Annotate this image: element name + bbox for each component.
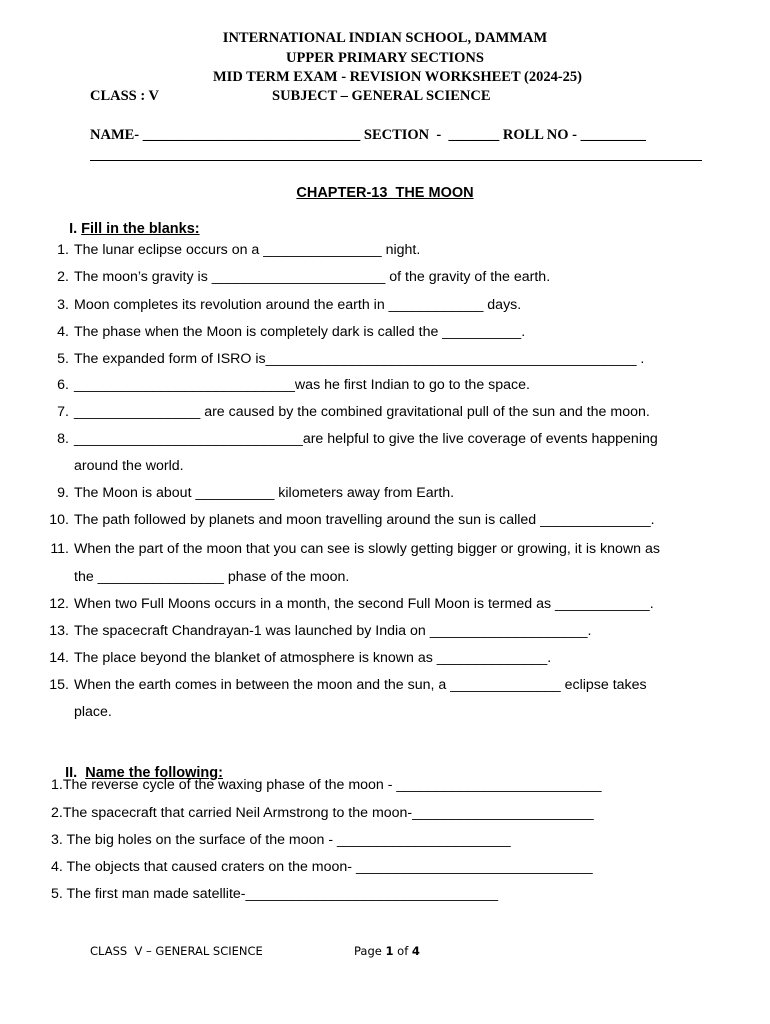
divider: [90, 160, 702, 161]
class-label: CLASS : V: [90, 88, 160, 104]
subject-label: SUBJECT – GENERAL SCIENCE: [272, 88, 491, 104]
question-text: ____________________________was he first Indian to go to the space.: [74, 377, 530, 393]
page-prefix: Page: [354, 944, 386, 958]
student-info-line: NAME- ______________________________ SECTION - _______ ROLL NO - _________: [90, 127, 646, 143]
part1-title: Fill in the blanks:: [81, 221, 200, 237]
question-number: 4.: [57, 324, 69, 340]
question-number: 9.: [57, 485, 69, 501]
name-question: 5. The first man made satellite-________________________________: [51, 886, 498, 902]
question-text: ________________ are caused by the combined gravitational pull of the sun and the moon.: [74, 404, 650, 420]
question-number: 2.: [57, 269, 69, 285]
footer-class: CLASS V – GENERAL SCIENCE: [90, 944, 263, 958]
question-number: 6.: [57, 377, 69, 393]
question-text: Moon completes its revolution around the earth in ____________ days.: [74, 297, 522, 313]
question-text: The phase when the Moon is completely dark is called the __________.: [74, 324, 526, 340]
question-number: 15.: [49, 677, 69, 693]
name-question: 1.The reverse cycle of the waxing phase of the moon - __________________________: [51, 777, 602, 793]
part1-roman: I.: [69, 221, 78, 237]
question-text: The place beyond the blanket of atmosphere is known as ______________.: [74, 650, 552, 666]
chapter-title: CHAPTER-13 THE MOON: [296, 185, 474, 201]
exam-title: MID TERM EXAM - REVISION WORKSHEET (2024-25): [213, 69, 582, 85]
question-number: 5.: [57, 351, 69, 367]
name-question: 2.The spacecraft that carried Neil Armstrong to the moon-_______________________: [51, 805, 594, 821]
question-number: 8.: [57, 431, 69, 447]
part2-title: Name the following:: [85, 765, 223, 781]
question-number: 11.: [50, 541, 69, 557]
page-of: of: [393, 944, 412, 958]
question-text: When the part of the moon that you can see is slowly getting bigger or growing, it is known as: [74, 541, 660, 557]
question-number: 12.: [49, 596, 69, 612]
question-number: 10.: [49, 512, 69, 528]
question-continuation: place.: [74, 704, 112, 720]
question-continuation: around the world.: [74, 458, 184, 474]
school-name: INTERNATIONAL INDIAN SCHOOL, DAMMAM: [222, 30, 548, 46]
question-text: When the earth comes in between the moon and the sun, a ______________ eclipse takes: [74, 677, 647, 693]
section-title: UPPER PRIMARY SECTIONS: [286, 50, 484, 66]
question-text: The expanded form of ISRO is_______________________________________________ .: [74, 351, 645, 367]
page-current: 1: [385, 944, 394, 958]
question-number: 14.: [49, 650, 69, 666]
question-number: 1.: [57, 242, 69, 258]
question-text: The lunar eclipse occurs on a _______________ night.: [74, 242, 421, 258]
question-continuation: the ________________ phase of the moon.: [74, 569, 350, 585]
question-text: The Moon is about __________ kilometers away from Earth.: [74, 485, 455, 501]
part2-roman: II.: [65, 765, 78, 781]
question-text: The path followed by planets and moon travelling around the sun is called ______________.: [74, 512, 655, 528]
question-number: 3.: [57, 297, 69, 313]
question-number: 13.: [49, 623, 69, 639]
question-text: The moon’s gravity is ______________________ of the gravity of the earth.: [74, 269, 551, 285]
question-text: The spacecraft Chandrayan-1 was launched by India on ____________________.: [74, 623, 592, 639]
page-total: 4: [411, 944, 420, 958]
question-text: When two Full Moons occurs in a month, the second Full Moon is termed as ____________.: [74, 596, 654, 612]
part1-heading: [61, 205, 200, 237]
name-question: 4. The objects that caused craters on the moon- ______________________________: [51, 859, 593, 875]
question-text: _____________________________are helpful to give the live coverage of events happening: [74, 431, 658, 447]
name-question: 3. The big holes on the surface of the moon - ______________________: [51, 832, 511, 848]
question-number: 7.: [57, 404, 69, 420]
page-number: [354, 944, 420, 958]
